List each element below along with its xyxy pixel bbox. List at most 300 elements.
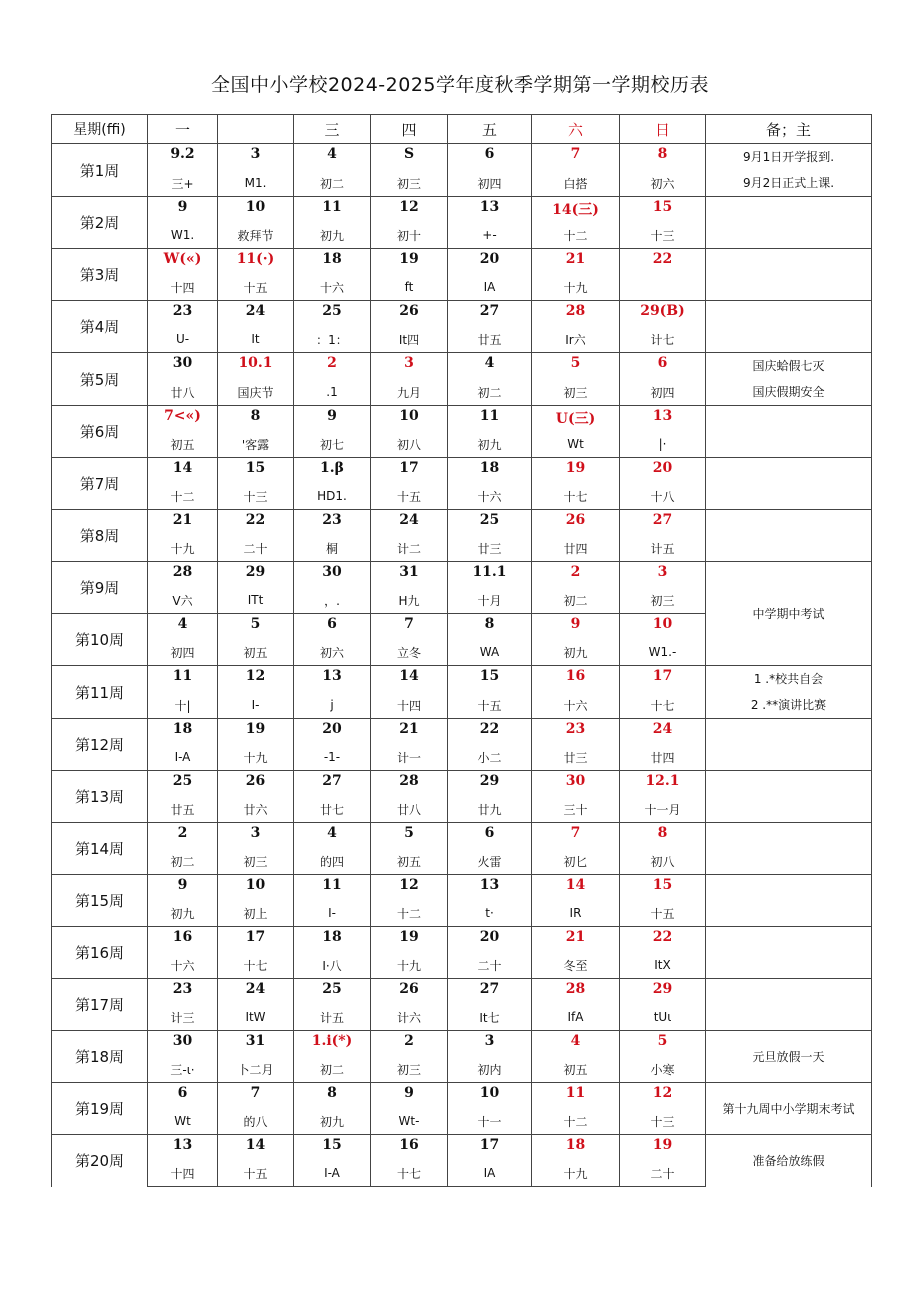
date-fri: 11 <box>448 406 532 432</box>
date-sun: 3 <box>620 562 706 588</box>
lunar-sun: 十三 <box>620 223 706 249</box>
date-sat: 7 <box>532 823 620 849</box>
lunar-thu: H九 <box>371 588 448 614</box>
lunar-sat: 冬至 <box>532 953 620 979</box>
lunar-sat: 初九 <box>532 640 620 666</box>
date-sat: 28 <box>532 301 620 327</box>
week-label: 第8周 <box>52 510 148 562</box>
date-sun: 8 <box>620 823 706 849</box>
date-mon: 14 <box>148 458 218 484</box>
school-calendar-table <box>51 114 872 1187</box>
date-fri: 4 <box>448 353 532 380</box>
date-fri: 22 <box>448 719 532 745</box>
week-row-dates <box>52 301 872 327</box>
lunar-wed: 初九 <box>294 1109 371 1135</box>
lunar-sat: 廿四 <box>532 536 620 562</box>
date-sat: 21 <box>532 927 620 953</box>
date-wed: 30 <box>294 562 371 588</box>
date-mon: 13 <box>148 1135 218 1161</box>
lunar-thu: 初三 <box>371 1057 448 1083</box>
lunar-wed: 初六 <box>294 640 371 666</box>
date-sat: 14(三) <box>532 197 620 223</box>
lunar-sat: 十二 <box>532 223 620 249</box>
header-notes: 备；主 <box>706 115 872 144</box>
lunar-tue: 初五 <box>218 640 294 666</box>
date-fri: 20 <box>448 927 532 953</box>
date-fri: 8 <box>448 614 532 640</box>
lunar-mon: 十六 <box>148 953 218 979</box>
week-row-dates <box>52 771 872 797</box>
week-label: 第18周 <box>52 1031 148 1083</box>
date-wed: 4 <box>294 144 371 171</box>
date-sat: 26 <box>532 510 620 536</box>
lunar-sat: 三十 <box>532 797 620 823</box>
lunar-wed: HD1. <box>294 484 371 510</box>
date-sun: 8 <box>620 144 706 171</box>
date-sun: 6 <box>620 353 706 380</box>
lunar-mon: Wt <box>148 1109 218 1135</box>
date-sat: 5 <box>532 353 620 380</box>
week-label: 第5周 <box>52 353 148 406</box>
lunar-sun: 十三 <box>620 1109 706 1135</box>
lunar-mon: 三-ι· <box>148 1057 218 1083</box>
date-sun: 22 <box>620 927 706 953</box>
date-thu: 19 <box>371 927 448 953</box>
date-tue: 3 <box>218 823 294 849</box>
date-sun: 10 <box>620 614 706 640</box>
lunar-fri: 廿五 <box>448 327 532 353</box>
date-wed: 9 <box>294 406 371 432</box>
week-label: 第19周 <box>52 1083 148 1135</box>
date-fri: 27 <box>448 979 532 1005</box>
lunar-fri: 初九 <box>448 432 532 458</box>
date-tue: 19 <box>218 719 294 745</box>
lunar-thu: 十七 <box>371 1161 448 1187</box>
lunar-mon: 十四 <box>148 1161 218 1187</box>
note-line: 9月1日开学报到. <box>742 150 835 164</box>
date-mon: 9 <box>148 875 218 901</box>
calendar-body <box>52 144 872 1187</box>
week-note <box>706 510 872 562</box>
date-thu: 17 <box>371 458 448 484</box>
date-thu: 16 <box>371 1135 448 1161</box>
date-wed: 23 <box>294 510 371 536</box>
note-line: 准备给放练假 <box>752 1153 825 1168</box>
page-title: 全国中小学校2024-2025学年度秋季学期第一学期校历表 <box>210 74 710 96</box>
date-mon: 6 <box>148 1083 218 1109</box>
lunar-fri: +- <box>448 223 532 249</box>
week-label: 第9周 <box>52 562 148 614</box>
lunar-thu: 初十 <box>371 223 448 249</box>
lunar-fri: 初二 <box>448 379 532 406</box>
lunar-wed: I-A <box>294 1161 371 1187</box>
lunar-thu: ft <box>371 275 448 301</box>
lunar-thu: 十四 <box>371 692 448 719</box>
note-line: 国庆蛤假七灭 <box>752 359 825 373</box>
date-sun: 29 <box>620 979 706 1005</box>
lunar-sun: 初六 <box>620 170 706 197</box>
date-fri: 20 <box>448 249 532 275</box>
lunar-sun: 十一月 <box>620 797 706 823</box>
date-wed: 11 <box>294 197 371 223</box>
date-mon: 30 <box>148 353 218 380</box>
note-line: 元旦放假一天 <box>752 1049 825 1064</box>
week-label: 第13周 <box>52 771 148 823</box>
date-wed: 27 <box>294 771 371 797</box>
lunar-thu: 计二 <box>371 536 448 562</box>
week-label: 第3周 <box>52 249 148 301</box>
lunar-tue: 十七 <box>218 953 294 979</box>
week-note <box>706 1083 872 1135</box>
lunar-fri: 初四 <box>448 170 532 197</box>
note-line: 2 .**演讲比赛 <box>750 698 827 712</box>
lunar-sun: ItX <box>620 953 706 979</box>
date-fri: 25 <box>448 510 532 536</box>
lunar-sat: 白搭 <box>532 170 620 197</box>
date-thu: 7 <box>371 614 448 640</box>
lunar-mon: 初二 <box>148 849 218 875</box>
lunar-sat: 十六 <box>532 692 620 719</box>
lunar-mon: 初九 <box>148 901 218 927</box>
lunar-wed: 廿七 <box>294 797 371 823</box>
date-fri: 3 <box>448 1031 532 1057</box>
date-mon: 23 <box>148 301 218 327</box>
lunar-mon: 计三 <box>148 1005 218 1031</box>
week-note <box>706 249 872 301</box>
week-row-dates <box>52 144 872 171</box>
lunar-sun: |· <box>620 432 706 458</box>
week-row-dates <box>52 510 872 536</box>
date-tue: 24 <box>218 301 294 327</box>
lunar-fri: 十六 <box>448 484 532 510</box>
lunar-sun: 二十 <box>620 1161 706 1187</box>
note-line: 9月2日正式上课. <box>742 176 835 190</box>
week-label: 第1周 <box>52 144 148 197</box>
lunar-fri: 十月 <box>448 588 532 614</box>
lunar-fri: 十五 <box>448 692 532 719</box>
date-thu: 19 <box>371 249 448 275</box>
lunar-sun: 十八 <box>620 484 706 510</box>
lunar-thu: 十二 <box>371 901 448 927</box>
week-row-dates <box>52 249 872 275</box>
date-fri: 10 <box>448 1083 532 1109</box>
week-note <box>706 719 872 771</box>
date-mon: 16 <box>148 927 218 953</box>
week-note <box>706 301 872 353</box>
week-label: 第12周 <box>52 719 148 771</box>
date-sat: 19 <box>532 458 620 484</box>
date-sun: 12.1 <box>620 771 706 797</box>
lunar-thu: 十五 <box>371 484 448 510</box>
date-tue: 17 <box>218 927 294 953</box>
date-tue: 24 <box>218 979 294 1005</box>
date-fri: 6 <box>448 823 532 849</box>
lunar-thu: 初八 <box>371 432 448 458</box>
date-sun: 19 <box>620 1135 706 1161</box>
lunar-sat: Ir六 <box>532 327 620 353</box>
week-row-dates <box>52 1031 872 1057</box>
date-sat: 30 <box>532 771 620 797</box>
week-label: 第14周 <box>52 823 148 875</box>
date-mon: 2 <box>148 823 218 849</box>
week-note <box>706 875 872 927</box>
week-row-dates <box>52 875 872 901</box>
date-sat: 23 <box>532 719 620 745</box>
date-tue: 3 <box>218 144 294 171</box>
week-row-dates <box>52 353 872 380</box>
lunar-sun: 廿四 <box>620 745 706 771</box>
lunar-tue: 初上 <box>218 901 294 927</box>
date-wed: 8 <box>294 1083 371 1109</box>
date-wed: 1.β <box>294 458 371 484</box>
date-sat: 9 <box>532 614 620 640</box>
date-tue: 29 <box>218 562 294 588</box>
lunar-tue: 廿六 <box>218 797 294 823</box>
date-sat: 28 <box>532 979 620 1005</box>
date-thu: 24 <box>371 510 448 536</box>
date-sun: 29(B) <box>620 301 706 327</box>
lunar-mon: I-A <box>148 745 218 771</box>
week-row-dates <box>52 1083 872 1109</box>
date-mon: 7<«) <box>148 406 218 432</box>
date-tue: 15 <box>218 458 294 484</box>
lunar-thu: It四 <box>371 327 448 353</box>
lunar-sun: 十五 <box>620 901 706 927</box>
date-mon: 23 <box>148 979 218 1005</box>
week-row-dates <box>52 927 872 953</box>
date-sun: 13 <box>620 406 706 432</box>
lunar-sun: 小寒 <box>620 1057 706 1083</box>
lunar-thu: Wt- <box>371 1109 448 1135</box>
date-fri: 29 <box>448 771 532 797</box>
lunar-sat: 十七 <box>532 484 620 510</box>
lunar-sun: 计五 <box>620 536 706 562</box>
lunar-fri: 二十 <box>448 953 532 979</box>
week-note <box>706 1031 872 1083</box>
lunar-thu: 初三 <box>371 170 448 197</box>
lunar-wed: 的四 <box>294 849 371 875</box>
date-wed: 18 <box>294 927 371 953</box>
date-mon: 25 <box>148 771 218 797</box>
date-sat: 18 <box>532 1135 620 1161</box>
lunar-fri: 初内 <box>448 1057 532 1083</box>
lunar-mon: W1. <box>148 223 218 249</box>
date-tue: 7 <box>218 1083 294 1109</box>
week-row-dates <box>52 1135 872 1161</box>
lunar-sun: 初八 <box>620 849 706 875</box>
lunar-fri: 十一 <box>448 1109 532 1135</box>
lunar-thu: 十九 <box>371 953 448 979</box>
lunar-fri: WA <box>448 640 532 666</box>
lunar-thu: 计一 <box>371 745 448 771</box>
header-row <box>52 115 872 144</box>
date-sun: 15 <box>620 197 706 223</box>
lunar-thu: 初五 <box>371 849 448 875</box>
lunar-wed: I·八 <box>294 953 371 979</box>
lunar-tue: 十五 <box>218 275 294 301</box>
lunar-mon: 十二 <box>148 484 218 510</box>
date-sat: 4 <box>532 1031 620 1057</box>
lunar-mon: 三+ <box>148 170 218 197</box>
header-wed: 三 <box>294 115 371 144</box>
date-thu: 10 <box>371 406 448 432</box>
week-label: 第20周 <box>52 1135 148 1187</box>
lunar-fri: 廿三 <box>448 536 532 562</box>
date-thu: 12 <box>371 197 448 223</box>
week-row-dates <box>52 197 872 223</box>
lunar-wed: 初七 <box>294 432 371 458</box>
date-mon: 21 <box>148 510 218 536</box>
week-note <box>706 666 872 719</box>
week-label: 第17周 <box>52 979 148 1031</box>
lunar-sat: IfA <box>532 1005 620 1031</box>
lunar-sat: 廿三 <box>532 745 620 771</box>
header-tue <box>218 115 294 144</box>
date-fri: 13 <box>448 197 532 223</box>
date-wed: 4 <box>294 823 371 849</box>
week-label: 第15周 <box>52 875 148 927</box>
note-line: 国庆假期安全 <box>752 385 825 399</box>
date-fri: 6 <box>448 144 532 171</box>
lunar-fri: 小二 <box>448 745 532 771</box>
lunar-fri: 廿九 <box>448 797 532 823</box>
date-sun: 17 <box>620 666 706 693</box>
date-thu: 14 <box>371 666 448 693</box>
lunar-mon: 十九 <box>148 536 218 562</box>
lunar-tue: It <box>218 327 294 353</box>
lunar-mon: 初五 <box>148 432 218 458</box>
lunar-tue: 二十 <box>218 536 294 562</box>
date-sun: 12 <box>620 1083 706 1109</box>
date-thu: 31 <box>371 562 448 588</box>
lunar-tue: 卜二月 <box>218 1057 294 1083</box>
week-note <box>706 1135 872 1187</box>
lunar-wed: .1 <box>294 379 371 406</box>
date-sun: 20 <box>620 458 706 484</box>
date-thu: 2 <box>371 1031 448 1057</box>
date-tue: 22 <box>218 510 294 536</box>
lunar-wed: 初二 <box>294 170 371 197</box>
date-fri: 17 <box>448 1135 532 1161</box>
date-mon: 9 <box>148 197 218 223</box>
lunar-fri: IA <box>448 275 532 301</box>
date-thu: 3 <box>371 353 448 380</box>
week-note <box>706 197 872 249</box>
lunar-sat: Wt <box>532 432 620 458</box>
lunar-wed: ，. <box>294 588 371 614</box>
header-fri: 五 <box>448 115 532 144</box>
week-note <box>706 458 872 510</box>
week-note <box>706 406 872 458</box>
date-mon: 11 <box>148 666 218 693</box>
date-fri: 11.1 <box>448 562 532 588</box>
date-mon: 9.2 <box>148 144 218 171</box>
week-row-dates <box>52 823 872 849</box>
week-row-dates <box>52 719 872 745</box>
date-wed: 13 <box>294 666 371 693</box>
date-wed: 20 <box>294 719 371 745</box>
lunar-wed: 十六 <box>294 275 371 301</box>
lunar-sun: 十七 <box>620 692 706 719</box>
lunar-sat: 十九 <box>532 1161 620 1187</box>
lunar-fri: 火雷 <box>448 849 532 875</box>
lunar-mon: 廿五 <box>148 797 218 823</box>
lunar-tue: 国庆节 <box>218 379 294 406</box>
date-thu: 12 <box>371 875 448 901</box>
date-fri: 13 <box>448 875 532 901</box>
date-wed: 11 <box>294 875 371 901</box>
date-wed: 18 <box>294 249 371 275</box>
lunar-wed: I- <box>294 901 371 927</box>
date-fri: 15 <box>448 666 532 693</box>
week-note <box>706 979 872 1031</box>
lunar-wed: 初九 <box>294 223 371 249</box>
lunar-mon: U- <box>148 327 218 353</box>
date-sun: 22 <box>620 249 706 275</box>
date-thu: 26 <box>371 301 448 327</box>
date-tue: 12 <box>218 666 294 693</box>
lunar-sun: tUι <box>620 1005 706 1031</box>
lunar-sat: 初三 <box>532 379 620 406</box>
note-line: 第十九周中小学期末考试 <box>722 1101 855 1116</box>
week-row-dates <box>52 666 872 693</box>
date-mon: 4 <box>148 614 218 640</box>
lunar-fri: IA <box>448 1161 532 1187</box>
date-wed: 2 <box>294 353 371 380</box>
lunar-sat: 初五 <box>532 1057 620 1083</box>
date-sun: 5 <box>620 1031 706 1057</box>
date-sun: 24 <box>620 719 706 745</box>
week-note <box>706 353 872 406</box>
lunar-sat: 十二 <box>532 1109 620 1135</box>
date-thu: 28 <box>371 771 448 797</box>
date-mon: 28 <box>148 562 218 588</box>
lunar-sun: 计七 <box>620 327 706 353</box>
week-note <box>706 823 872 875</box>
date-thu: 26 <box>371 979 448 1005</box>
lunar-tue: 十三 <box>218 484 294 510</box>
date-wed: 15 <box>294 1135 371 1161</box>
header-thu: 四 <box>371 115 448 144</box>
lunar-tue: ITt <box>218 588 294 614</box>
week-label: 第2周 <box>52 197 148 249</box>
header-mon: 一 <box>148 115 218 144</box>
lunar-sat: 初匕 <box>532 849 620 875</box>
date-thu: 21 <box>371 719 448 745</box>
header-week: 星期(ffi) <box>52 115 148 144</box>
date-tue: 31 <box>218 1031 294 1057</box>
note-line: 1 .*校共自会 <box>753 672 824 686</box>
date-sat: 2 <box>532 562 620 588</box>
date-wed: 25 <box>294 301 371 327</box>
date-thu: 5 <box>371 823 448 849</box>
week-note <box>706 771 872 823</box>
week-label: 第10周 <box>52 614 148 666</box>
date-tue: 11(·) <box>218 249 294 275</box>
week-note-merged: 中学期中考试 <box>706 562 872 666</box>
week-note <box>706 927 872 979</box>
lunar-thu: 九月 <box>371 379 448 406</box>
lunar-sun: W1.- <box>620 640 706 666</box>
date-mon: 18 <box>148 719 218 745</box>
lunar-sat: IR <box>532 901 620 927</box>
lunar-wed: 桐 <box>294 536 371 562</box>
date-thu: 9 <box>371 1083 448 1109</box>
date-sat: 14 <box>532 875 620 901</box>
lunar-sun: 初四 <box>620 379 706 406</box>
lunar-tue: M1. <box>218 170 294 197</box>
date-mon: W(«) <box>148 249 218 275</box>
